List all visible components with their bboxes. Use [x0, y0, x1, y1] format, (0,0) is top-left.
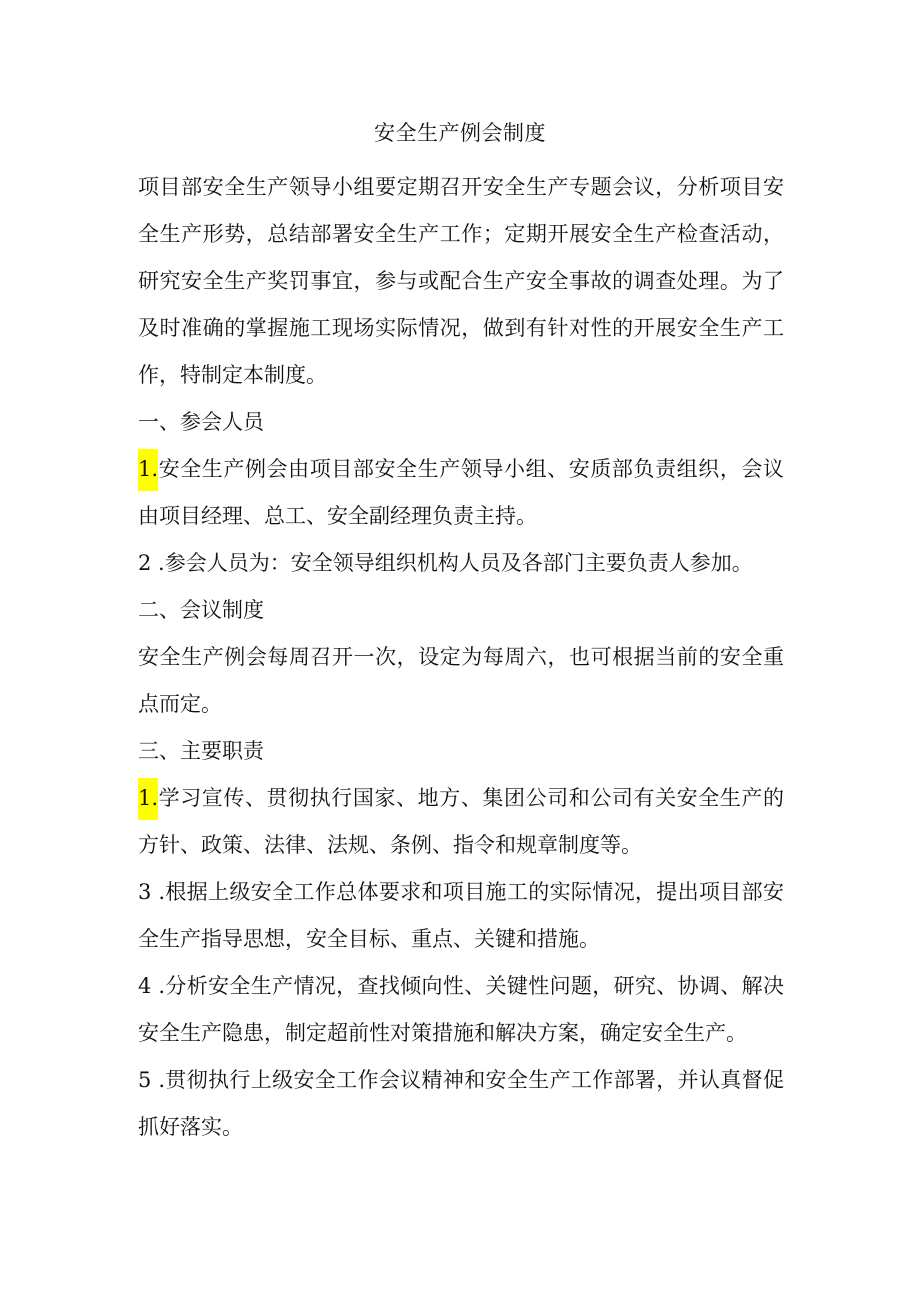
item-marker: 4: [138, 974, 152, 998]
item-text: 学习宣传、贯彻执行国家、地方、集团公司和公司有关安全生产的方针、政策、法律、法规、条例、指令和规章制度等。: [138, 786, 784, 857]
duties-item-1: [138, 775, 784, 869]
attendees-item-2: [138, 540, 784, 587]
duties-item-3: [138, 869, 784, 963]
item-marker: 2: [138, 551, 152, 575]
document-title: 安全生产例会制度: [374, 121, 546, 145]
section-heading-meeting-rules: 二、会议制度: [138, 598, 264, 622]
intro-paragraph: 项目部安全生产领导小组要定期召开安全生产专题会议，分析项目安全生产形势，总结部署安全生产工作；定期开展安全生产检查活动，研究安全生产奖罚事宜，参与或配合生产安全事故的调查处理。为了及时准确的掌握施工现场实际情况，做到有针对性的开展安全生产工作，特制定本制度。: [138, 175, 784, 387]
item-text: .分析安全生产情况，查找倾向性、关键性问题，研究、协调、解决安全生产隐患，制定超前性对策措施和解决方案，确定安全生产。: [138, 974, 784, 1045]
item-marker: 5: [138, 1068, 152, 1092]
meeting-rules-paragraph: 安全生产例会每周召开一次，设定为每周六，也可根据当前的安全重点而定。: [138, 645, 784, 716]
item-text: 安全生产例会由项目部安全生产领导小组、安质部负责组织，会议由项目经理、总工、安全副经理负责主持。: [138, 457, 784, 528]
item-text: .参会人员为：安全领导组织机构人员及各部门主要负责人参加。: [151, 551, 753, 575]
item-text: .贯彻执行上级安全工作会议精神和安全生产工作部署，并认真督促抓好落实。: [138, 1068, 784, 1139]
item-text: .根据上级安全工作总体要求和项目施工的实际情况，提出项目部安全生产指导思想，安全目标、重点、关键和措施。: [138, 880, 784, 951]
item-marker-highlight: 1.: [138, 449, 158, 491]
item-marker-highlight: 1.: [138, 778, 158, 820]
section-heading-duties: 三、主要职责: [138, 739, 264, 763]
attendees-item-1: [138, 446, 784, 540]
section-heading-attendees: 一、参会人员: [138, 410, 264, 434]
item-marker: 3: [138, 880, 152, 904]
duties-item-5: [138, 1057, 784, 1151]
duties-item-4: [138, 963, 784, 1057]
